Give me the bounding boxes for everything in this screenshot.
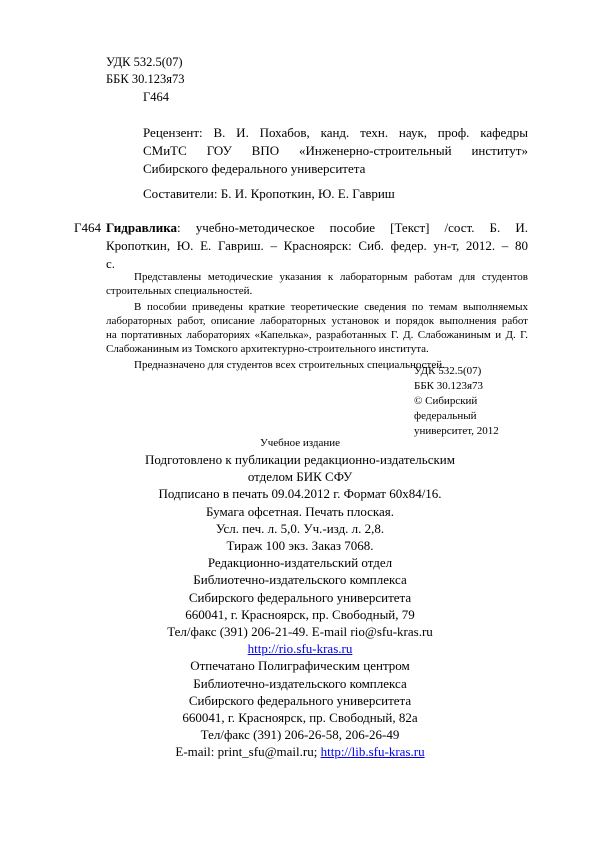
imprint-line: 660041, г. Красноярск, пр. Свободный, 79: [185, 606, 415, 622]
compilers: Составители: Б. И. Кропоткин, Ю. Е. Гавриш: [143, 186, 395, 201]
copyright-line-2: федеральный: [414, 410, 477, 422]
rio-link[interactable]: http://rio.sfu-kras.ru: [247, 641, 353, 657]
abstract-p2-line-4: Слабожаниным из Томского архитектурно-строительного института.: [106, 343, 429, 355]
abstract-p1-line-2: строительных специальностей.: [106, 285, 253, 297]
abstract-p2-line-1: В пособии приведены краткие теоретические сведения по темам выполняемых: [134, 301, 528, 313]
imprint-line: Подписано в печать 09.04.2012 г. Формат 60x84/16.: [158, 486, 442, 502]
imprint-line: Бумага офсетная. Печать плоская.: [205, 503, 395, 519]
biblio-record: [106, 220, 528, 272]
email-prefix: E-mail: print_sfu@mail.ru;: [175, 744, 321, 760]
reviewer-block: [143, 125, 528, 177]
imprint-line: Тел/факс (391) 206-26-58, 206-26-49: [200, 727, 400, 743]
abstract-p1-line-1: Представлены методические указания к лабораторным работам для студентов: [134, 271, 528, 283]
author-code: Г464: [143, 90, 169, 104]
imprint-line: Подготовлено к публикации редакционно-издательским: [144, 452, 455, 467]
copyright-line-3: университет, 2012: [414, 425, 499, 437]
book-title: Гидравлика: [106, 220, 177, 235]
imprint-line: Библиотечно-издательского комплекса: [193, 675, 407, 691]
imprint-line: Усл. печ. л. 5,0. Уч.-изд. л. 2,8.: [215, 520, 385, 536]
copyright-line-1: © Сибирский: [414, 395, 478, 407]
imprint-block: [60, 451, 540, 761]
imprint-email-line: [60, 743, 540, 760]
biblio-line-3: с.: [106, 256, 116, 271]
lib-link[interactable]: http://lib.sfu-kras.ru: [320, 744, 425, 760]
imprint-line: Сибирского федерального университета: [188, 692, 412, 708]
imprint-line: Отпечатано Полиграфическим центром: [190, 658, 410, 674]
edition-type: Учебное издание: [259, 437, 341, 449]
abstract-p2-line-3: на портативных лабораториях «Капелька», разработанных Г. Д. Слабожаниным и Д. Г.: [106, 329, 528, 341]
imprint-line: Тираж 100 экз. Заказ 7068.: [226, 538, 374, 554]
bbk-code: ББК 30.123я73: [106, 72, 185, 86]
abstract-block: [106, 270, 528, 372]
copyright-udk: УДК 532.5(07): [414, 365, 482, 377]
reviewer-line-2: СМиТС ГОУ ВПО «Инженерно-строительный институт»: [143, 143, 528, 158]
abstract-p2-line-2: лабораторных работ, описание лабораторных установок и порядок выполнения работ: [106, 315, 528, 327]
imprint-line: отделом БИК СФУ: [247, 469, 353, 485]
biblio-line-1: [106, 220, 528, 236]
udk-code: УДК 532.5(07): [106, 55, 183, 69]
abstract-p3: Предназначено для студентов всех строительных специальностей.: [134, 359, 445, 371]
copyright-block: [414, 364, 499, 438]
imprint-line: Сибирского федерального университета: [188, 589, 412, 605]
imprint-line: Редакционно-издательский отдел: [207, 555, 393, 571]
imprint-line: Библиотечно-издательского комплекса: [193, 572, 407, 588]
imprint-line: Тел/факс (391) 206-21-49. E-mail rio@sfu-kras.ru: [167, 624, 433, 640]
copyright-bbk: ББК 30.123я73: [414, 380, 484, 392]
biblio-line-2: Кропоткин, Ю. Е. Гавриш. – Красноярск: Сиб. федер. ун-т, 2012. – 80: [106, 238, 528, 253]
biblio-line-1-rest: : учебно-методическое пособие [Текст] /сост. Б. И.: [177, 220, 528, 235]
biblio-code: Г464: [74, 220, 102, 235]
reviewer-line-3: Сибирского федерального университета: [143, 161, 366, 176]
imprint-line: 660041, г. Красноярск, пр. Свободный, 82а: [182, 710, 418, 726]
reviewer-line-1: Рецензент: В. И. Похабов, канд. техн. наук, проф. кафедры: [143, 125, 528, 140]
